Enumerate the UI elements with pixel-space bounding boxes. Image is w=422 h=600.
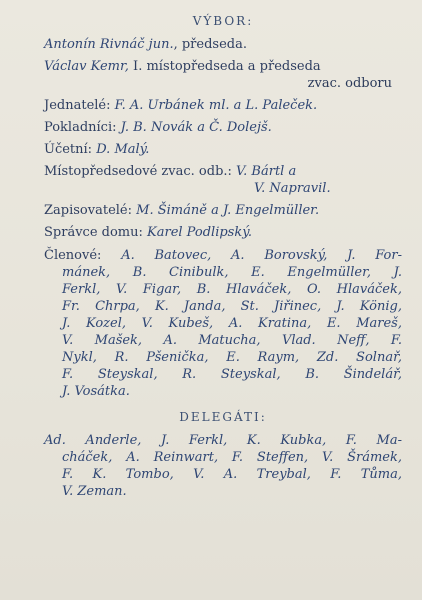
- clenove-line: F. Steyskal, R. Steyskal, B. Šindelář,: [62, 367, 402, 382]
- clenove-line: Fr. Chrpa, K. Janda, St. Jiřinec, J. König,: [62, 299, 402, 314]
- pokladnici-label: Pokladníci:: [44, 120, 117, 135]
- zapisovatele-names: M. Šimáně a J. Engelmüller.: [136, 203, 320, 218]
- spravce-names: Karel Podlipský.: [147, 225, 252, 240]
- zapisovatele-entry: [44, 202, 402, 219]
- mistopredsedove-label: Místopředsedové zvac. odb.:: [44, 164, 232, 179]
- zapisovatele-label: Zapisovatelé:: [44, 203, 133, 218]
- mistopredseda-name: Václav Kemr,: [44, 59, 129, 74]
- jednatele-label: Jednatelé:: [44, 98, 111, 113]
- clenove-label: Členové:: [44, 248, 102, 263]
- delegati-line: V. Zeman.: [62, 484, 127, 499]
- clenove-line-text: A. Batovec, A. Borovský, J. For-: [121, 248, 402, 263]
- clenove-line: [44, 247, 402, 264]
- pokladnici-entry: [44, 119, 402, 136]
- clenove-line: Ferkl, V. Figar, B. Hlaváček, O. Hlaváček,: [62, 282, 402, 297]
- ucetni-label: Účetní:: [44, 142, 93, 157]
- mistopredseda-entry: [44, 58, 402, 75]
- jednatele-entry: [44, 97, 402, 114]
- spravce-label: Správce domu:: [44, 225, 143, 240]
- predseda-entry: [44, 36, 402, 53]
- mistopredsedove-names-2: V. Napravil.: [254, 181, 331, 196]
- delegati-line: F. K. Tombo, V. A. Treybal, F. Tůma,: [62, 467, 402, 482]
- delegati-section: [44, 432, 402, 500]
- clenove-line: J. Vosátka.: [62, 384, 130, 399]
- delegati-line: cháček, A. Reinwart, F. Steffen, V. Šrámek,: [62, 450, 402, 465]
- vybor-heading: VÝBOR:: [192, 14, 254, 28]
- mistopredsedove-entry: [44, 163, 402, 180]
- delegati-heading: DELEGÁTI:: [179, 410, 267, 424]
- clenove-line: Nykl, R. Pšenička, E. Raym, Zd. Solnař,: [62, 350, 402, 365]
- ucetni-names: D. Malý.: [96, 142, 150, 157]
- jednatele-names: F. A. Urbánek ml. a L. Paleček.: [114, 98, 318, 113]
- mistopredseda-role: I. místopředseda a předseda: [128, 59, 321, 74]
- predseda-name: Antonín Rivnáč jun.: [44, 37, 174, 52]
- clenove-entry: [44, 247, 402, 400]
- clenove-line: V. Mašek, A. Matucha, Vlad. Neff, F.: [62, 333, 402, 348]
- vybor-section: [44, 36, 402, 400]
- mistopredsedove-cont: [44, 180, 402, 197]
- ucetni-entry: [44, 141, 402, 158]
- clenove-line: J. Kozel, V. Kubeš, A. Kratina, E. Mareš,: [62, 316, 402, 331]
- delegati-line: Ad. Anderle, J. Ferkl, K. Kubka, F. Ma-: [44, 433, 402, 448]
- mistopredsedove-names-1: V. Bártl a: [236, 164, 297, 179]
- spravce-entry: [44, 224, 402, 241]
- pokladnici-names: J. B. Novák a Č. Dolejš.: [120, 120, 272, 135]
- clenove-line: mánek, B. Cinibulk, E. Engelmüller, J.: [62, 265, 402, 280]
- mistopredseda-role-cont: zvac. odboru: [307, 76, 392, 91]
- predseda-role: , předseda.: [173, 37, 247, 52]
